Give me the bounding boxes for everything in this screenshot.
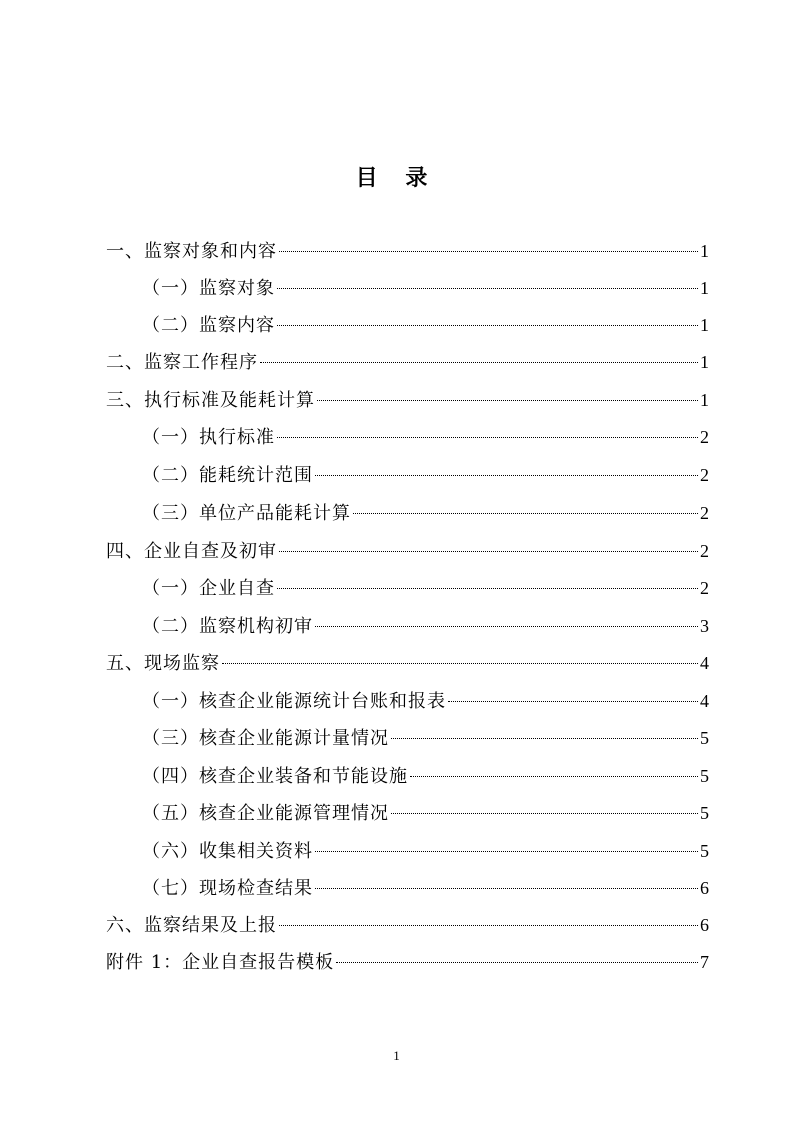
toc-dot-leader [315,851,698,852]
toc-entry-text: 三、执行标准及能耗计算 [106,390,315,411]
toc-entry-text: （一）企业自查 [142,578,275,599]
toc-entry-page: 7 [700,952,709,972]
toc-dot-leader [277,288,698,289]
toc-entry-text: 六、监察结果及上报 [106,915,277,936]
toc-entry-page: 3 [700,616,709,636]
toc-entry-page: 1 [700,352,709,372]
toc-dot-leader [391,813,698,814]
toc-entry-page: 2 [700,465,709,485]
toc-entry-text: （二）监察内容 [142,315,275,336]
toc-entry[interactable] [142,723,709,753]
toc-entry[interactable] [142,873,709,903]
page-title: 目 录 [355,165,438,191]
toc-entry-text: （六）收集相关资料 [142,841,313,862]
toc-entry-page: 5 [700,766,709,786]
toc-dot-leader [279,551,698,552]
toc-entry[interactable] [142,573,709,603]
toc-entry-text: 四、企业自查及初审 [106,541,277,562]
toc-dot-leader [277,325,698,326]
toc-entry-text: （七）现场检查结果 [142,878,313,899]
toc-dot-leader [279,925,698,926]
toc-dot-leader [317,400,698,401]
toc-entry-page: 5 [700,803,709,823]
toc-entry-text: （一）执行标准 [142,427,275,448]
toc-entry-text: 二、监察工作程序 [106,352,258,373]
toc-entry[interactable] [106,648,709,678]
toc-entry-page: 5 [700,728,709,748]
toc-entry-page: 6 [700,915,709,935]
toc-dot-leader [277,437,698,438]
toc-entry-page: 2 [700,427,709,447]
toc-entry-text: （二）能耗统计范围 [142,465,313,486]
toc-entry-page: 4 [700,653,709,673]
toc-entry-text: （四）核查企业装备和节能设施 [142,766,408,787]
toc-entry[interactable] [106,536,709,566]
toc-entry-text: 五、现场监察 [106,653,220,674]
toc-entry[interactable] [106,947,709,977]
toc-entry-text: （三）核查企业能源计量情况 [142,728,389,749]
toc-entry-page: 2 [700,541,709,561]
toc-dot-leader [277,588,698,589]
toc-entry-page: 1 [700,390,709,410]
toc-entry-page: 1 [700,278,709,298]
toc-entry[interactable] [142,498,709,528]
toc-entry[interactable] [142,761,709,791]
toc-entry[interactable] [142,273,709,303]
toc-dot-leader [315,475,698,476]
toc-entry-text: （二）监察机构初审 [142,616,313,637]
toc-dot-leader [315,888,698,889]
footer-page-number: 1 [393,1048,400,1063]
toc-entry-page: 5 [700,841,709,861]
toc-dot-leader [260,362,698,363]
toc-entry[interactable] [142,310,709,340]
toc-entry-page: 1 [700,241,709,261]
toc-entry[interactable] [142,686,709,716]
toc-entry[interactable] [106,347,709,377]
toc-entry-text: （一）核查企业能源统计台账和报表 [142,691,446,712]
toc-dot-leader [222,663,698,664]
toc-entry-text: 一、监察对象和内容 [106,241,277,262]
toc-dot-leader [315,626,698,627]
toc-entry-text: 附件 1：企业自查报告模板 [106,952,335,973]
toc-entry[interactable] [142,460,709,490]
toc-entry-text: （五）核查企业能源管理情况 [142,803,389,824]
toc-entry[interactable] [142,422,709,452]
toc-entry-page: 2 [700,578,709,598]
toc-entry-page: 6 [700,878,709,898]
toc-dot-leader [410,776,698,777]
toc-entry[interactable] [106,385,709,415]
toc-entry-page: 1 [700,315,709,335]
toc-dot-leader [391,738,698,739]
toc-entry[interactable] [106,236,709,266]
toc-entry[interactable] [142,611,709,641]
toc-entry[interactable] [106,910,709,940]
toc-entry-text: （三）单位产品能耗计算 [142,503,351,524]
toc-entry-text: （一）监察对象 [142,278,275,299]
toc-entry[interactable] [142,836,709,866]
toc-dot-leader [336,962,698,963]
toc-entry[interactable] [142,798,709,828]
toc-dot-leader [353,513,698,514]
toc-entry-page: 2 [700,503,709,523]
toc-dot-leader [448,701,698,702]
toc-dot-leader [279,251,698,252]
toc-entry-page: 4 [700,691,709,711]
